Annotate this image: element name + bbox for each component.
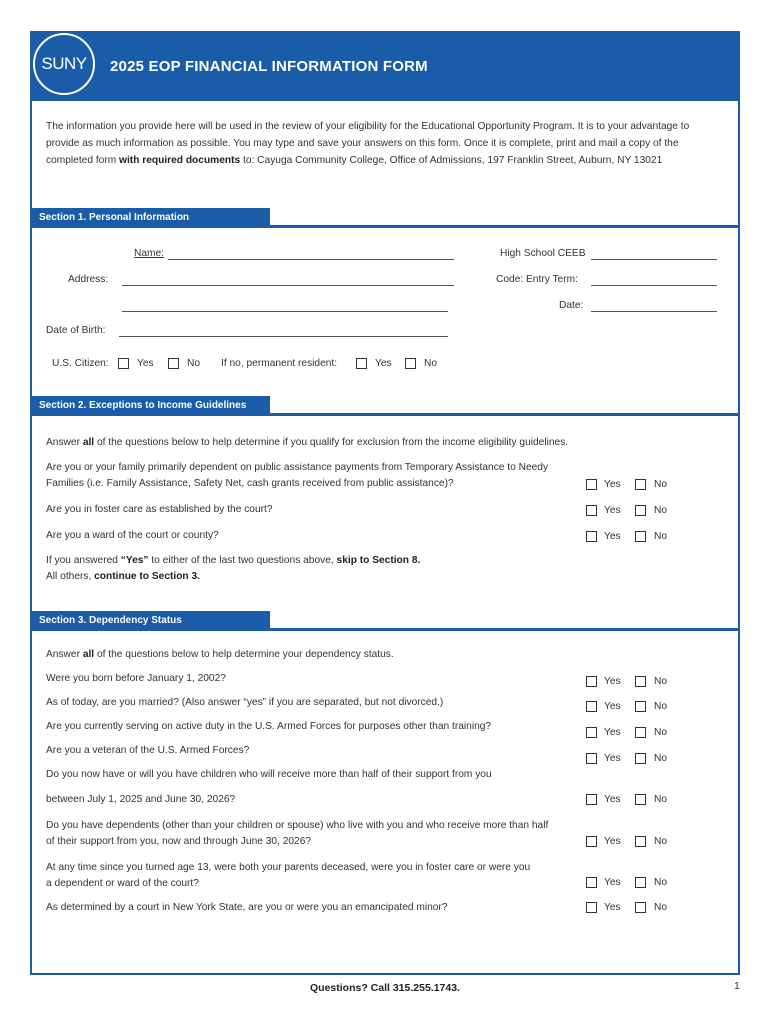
s2-note-line2-pre: All others,	[46, 571, 95, 582]
section3-intro-post: of the questions below to help determine your dependency status.	[94, 649, 394, 660]
s3-question-6: Do you have dependents (other than your children or spouse) who live with you and who receive more than half of their support from you, now and through June 30, 2026?	[46, 820, 549, 847]
section2-intro	[46, 437, 568, 448]
s3-question-5b: between July 1, 2025 and June 30, 2026?	[46, 794, 236, 805]
code-entry-term-label: Code: Entry Term:	[496, 274, 578, 285]
s3-q6-yes-checkbox[interactable]	[586, 836, 597, 847]
section1-heading: Section 1. Personal Information	[30, 208, 270, 228]
s2-q3-yes-checkbox[interactable]	[586, 531, 597, 542]
s3-q5-yes-checkbox[interactable]	[586, 794, 597, 805]
s3-q3-no-label: No	[654, 727, 668, 738]
entry-term-field[interactable]	[591, 285, 717, 286]
s3-q5-no-checkbox[interactable]	[635, 794, 646, 805]
citizen-yes-checkbox[interactable]	[118, 358, 129, 369]
section3-intro-bold: all	[82, 649, 95, 660]
s3-q3-no-checkbox[interactable]	[635, 727, 646, 738]
s2-q1-yes-checkbox[interactable]	[586, 479, 597, 490]
suny-logo	[33, 33, 95, 95]
intro-text-1: The information you provide here will be used in the review of your eligibility for the Educational Opportunity Program. It is to your advantage to provide as much information as possible. You may type and save your answers on this form. Once it is complete, print and mail a copy of the completed form	[46, 121, 690, 166]
s3-q5-no-label: No	[654, 794, 668, 805]
footer-contact	[0, 982, 770, 994]
s3-question-4: Are you a veteran of the U.S. Armed Forces?	[46, 745, 250, 756]
perm-resident-no-label: No	[424, 358, 438, 369]
footer-phone: 315.255.1743.	[392, 982, 460, 994]
s3-q4-yes-label: Yes	[604, 753, 621, 764]
dob-field[interactable]	[119, 336, 448, 337]
s3-q2-no-checkbox[interactable]	[635, 701, 646, 712]
s3-q3-yes-checkbox[interactable]	[586, 727, 597, 738]
s2-q1-no-checkbox[interactable]	[635, 479, 646, 490]
date-field[interactable]	[591, 311, 717, 312]
s2-q3-no-label: No	[654, 531, 668, 542]
citizen-no-label: No	[187, 358, 201, 369]
hs-ceeb-field[interactable]	[591, 259, 717, 260]
s2-q2-no-checkbox[interactable]	[635, 505, 646, 516]
s3-q4-no-label: No	[654, 753, 668, 764]
s2-question-1: Are you or your family primarily dependent on public assistance payments from Temporary Assistance to Needy Families (i.e. Family Assistance, Safety Net, cash grants received from public assistance)?	[46, 462, 549, 489]
s2-note-line2	[46, 571, 200, 582]
footer-pre: Questions? Call	[309, 982, 393, 994]
citizen-no-checkbox[interactable]	[168, 358, 179, 369]
s3-q7-no-checkbox[interactable]	[635, 877, 646, 888]
s3-q1-yes-label: Yes	[604, 676, 621, 687]
form-title: 2025 EOP FINANCIAL INFORMATION FORM	[110, 58, 428, 75]
s3-q6-no-checkbox[interactable]	[635, 836, 646, 847]
dob-label: Date of Birth:	[46, 325, 106, 336]
s3-q6-yes-label: Yes	[604, 836, 621, 847]
perm-resident-yes-checkbox[interactable]	[356, 358, 367, 369]
section2-rule	[270, 413, 740, 416]
intro-paragraph	[46, 118, 716, 169]
s2-question-2: Are you in foster care as established by the court?	[46, 504, 273, 515]
s2-q2-yes-label: Yes	[604, 505, 621, 516]
s2-note-line1	[46, 555, 420, 566]
s3-q1-no-checkbox[interactable]	[635, 676, 646, 687]
date-label: Date:	[559, 300, 584, 311]
logo-text: SUNY	[41, 54, 87, 73]
s3-q2-no-label: No	[654, 701, 668, 712]
s3-question-8: As determined by a court in New York State, are you or were you an emancipated minor?	[46, 902, 448, 913]
s2-note-yes: “Yes”	[120, 555, 149, 566]
s3-q1-yes-checkbox[interactable]	[586, 676, 597, 687]
perm-resident-no-checkbox[interactable]	[405, 358, 416, 369]
hs-ceeb-label: High School CEEB	[500, 248, 586, 259]
s3-q8-no-checkbox[interactable]	[635, 902, 646, 913]
address-label: Address:	[68, 274, 109, 285]
s3-q2-yes-label: Yes	[604, 701, 621, 712]
s2-q2-yes-checkbox[interactable]	[586, 505, 597, 516]
s3-question-2: As of today, are you married? (Also answer “yes” if you are separated, but not divorced.)	[46, 697, 444, 708]
s2-q3-yes-label: Yes	[604, 531, 621, 542]
section2-intro-post: of the questions below to help determine if you qualify for exclusion from the income eligibility guidelines.	[94, 437, 569, 448]
section3-intro	[46, 649, 394, 660]
s3-q8-no-label: No	[654, 902, 668, 913]
s3-q6-no-label: No	[654, 836, 668, 847]
s3-q4-yes-checkbox[interactable]	[586, 753, 597, 764]
perm-resident-label: If no, permanent resident:	[221, 358, 338, 369]
s3-question-1: Were you born before January 1, 2002?	[46, 673, 226, 684]
s3-q2-yes-checkbox[interactable]	[586, 701, 597, 712]
s3-question-5a: Do you now have or will you have children who will receive more than half of their support from you	[46, 769, 492, 780]
intro-text-2: to: Cayuga Community College, Office of Admissions, 197 Franklin Street, Auburn, NY 13021	[240, 155, 663, 166]
s2-note-line2-bold: continue to Section 3.	[94, 571, 200, 582]
s2-q2-no-label: No	[654, 505, 668, 516]
address-field-2[interactable]	[122, 311, 448, 312]
name-field[interactable]	[168, 259, 454, 260]
section3-rule	[270, 628, 740, 631]
s3-q7-yes-checkbox[interactable]	[586, 877, 597, 888]
s3-q3-yes-label: Yes	[604, 727, 621, 738]
citizen-label: U.S. Citizen:	[52, 358, 109, 369]
s3-q8-yes-label: Yes	[604, 902, 621, 913]
s2-question-3: Are you a ward of the court or county?	[46, 530, 219, 541]
name-label: Name:	[134, 248, 165, 259]
section1-rule	[270, 225, 740, 228]
s3-question-3: Are you currently serving on active duty in the U.S. Armed Forces for purposes other than training?	[46, 721, 492, 732]
s3-question-7: At any time since you turned age 13, were both your parents deceased, were you in foster care or were you a dependent or ward of the court?	[46, 862, 531, 889]
citizen-yes-label: Yes	[137, 358, 154, 369]
address-field-1[interactable]	[122, 285, 454, 286]
section2-intro-pre: Answer	[46, 437, 83, 448]
section2-heading: Section 2. Exceptions to Income Guidelines	[30, 396, 270, 416]
page-number: 1	[734, 980, 740, 992]
s2-q3-no-checkbox[interactable]	[635, 531, 646, 542]
section3-intro-pre: Answer	[46, 649, 83, 660]
s3-q4-no-checkbox[interactable]	[635, 753, 646, 764]
s2-q1-yes-label: Yes	[604, 479, 621, 490]
s2-note-skip: skip to Section 8.	[336, 555, 421, 566]
s3-q8-yes-checkbox[interactable]	[586, 902, 597, 913]
intro-bold: with required documents	[119, 155, 241, 166]
s2-note-pre: If you answered	[46, 555, 121, 566]
section3-heading: Section 3. Dependency Status	[30, 611, 270, 631]
perm-resident-yes-label: Yes	[375, 358, 392, 369]
section2-intro-bold: all	[82, 437, 95, 448]
s3-q7-no-label: No	[654, 877, 668, 888]
s2-note-mid: to either of the last two questions above,	[148, 555, 337, 566]
s2-q1-no-label: No	[654, 479, 668, 490]
s3-q5-yes-label: Yes	[604, 794, 621, 805]
s3-q1-no-label: No	[654, 676, 668, 687]
s3-q7-yes-label: Yes	[604, 877, 621, 888]
